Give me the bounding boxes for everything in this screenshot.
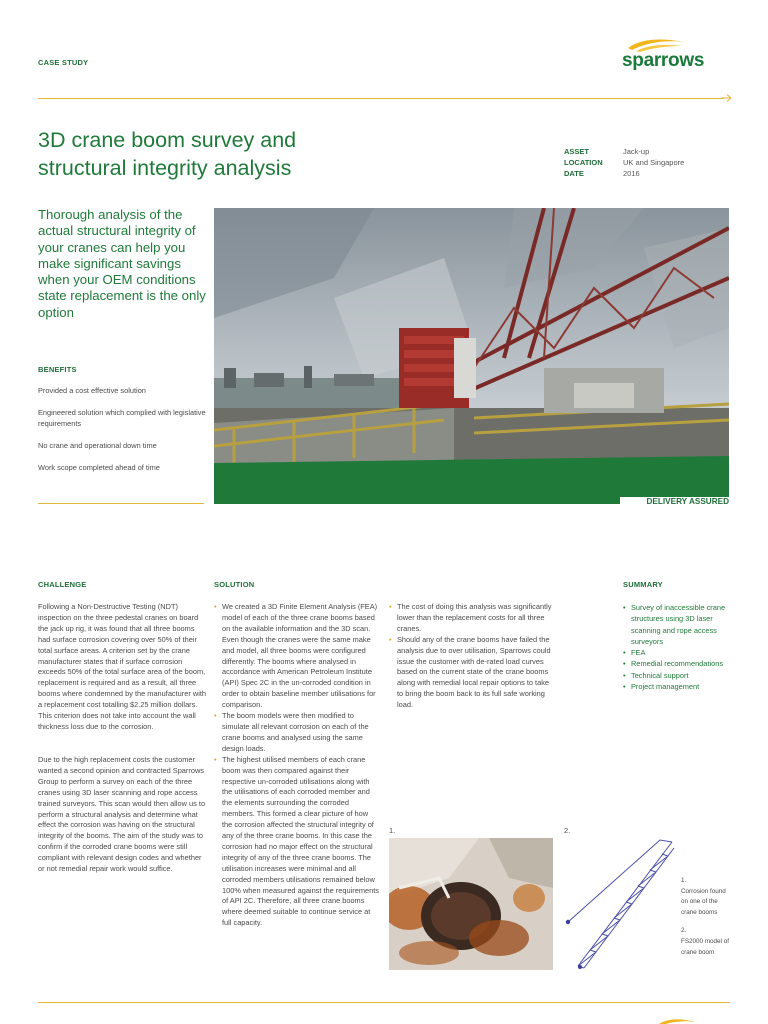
challenge-heading: CHALLENGE [38, 580, 87, 589]
meta-key-asset: ASSET [564, 147, 590, 156]
footer-divider [38, 1002, 730, 1003]
logo-wordmark: sparrows [622, 50, 705, 71]
summary-heading: SUMMARY [623, 580, 663, 589]
crane-illustration [214, 208, 729, 481]
footer-logo-swoosh-icon [656, 1018, 696, 1024]
page-title [38, 126, 296, 182]
arrow-right-icon [722, 94, 732, 102]
figure-2-number: 2. [564, 826, 571, 835]
corrosion-photo [389, 838, 553, 970]
crane-hero-image [214, 208, 729, 481]
fea-model-figure [560, 836, 676, 972]
solution-item: • The cost of doing this analysis was significantly lower than the replacement costs for all three cranes. [389, 602, 555, 635]
summary-list [623, 602, 733, 692]
meta-table [564, 146, 684, 179]
title-line-1: 3D crane boom survey and [38, 128, 297, 152]
header-divider [38, 98, 724, 99]
intro-text: Thorough analysis of the actual structural integrity of your cranes can help you make significant savings when your OEM conditions state replacement is the only option [38, 207, 206, 320]
solution-item: • The boom models were then modified to simulate all relevant corrosion on each of the crane booms and analysed using the same design loads. [214, 711, 380, 755]
benefit-item: Provided a cost effective solution [38, 386, 146, 395]
meta-value-date: 2016 [623, 169, 640, 178]
summary-item: • Project management [623, 681, 733, 692]
solution-heading: SOLUTION [214, 580, 255, 589]
summary-item: • Survey of inaccessible crane structures using 3D laser scanning and rope access surveyors [623, 602, 733, 647]
caption-1: Corrosion found on one of the crane booms [681, 887, 726, 916]
solution-item: • Should any of the crane booms have failed the analysis due to over utilisation, Sparrows could issue the customer with de-rated load curves based on the current state of the crane booms along with remedial local repair options to take to bring the boom back to its full safe working load. [389, 635, 555, 711]
meta-value-asset: Jack-up [623, 147, 650, 156]
meta-value-location: UK and Singapore [623, 158, 685, 167]
summary-item: • Remedial recommendations [623, 658, 733, 669]
benefit-item: No crane and operational down time [38, 441, 157, 450]
meta-key-date: DATE [564, 169, 584, 178]
summary-item: • FEA [623, 647, 733, 658]
benefits-heading: BENEFITS [38, 365, 77, 374]
title-line-2: structural integrity analysis [38, 156, 292, 180]
caption-2: FS2000 model of crane boom [681, 937, 729, 956]
solution-item: • We created a 3D Finite Element Analysis (FEA) model of each of the three crane booms based on the available information and the 3D scan. Even though the cranes were the same make and model, all three booms were configured differently. The booms where analysed in accordance with American Petroleum Institute (API) Spec 2C in the un-corroded condition in order to obtain baseline member utilisations for comparison. [214, 602, 380, 711]
caption-1-number: 1. [681, 877, 687, 884]
benefit-item: Engineered solution which complied with legislative requirements [38, 408, 206, 428]
challenge-paragraph-2: Due to the high replacement costs the customer wanted a second opinion and contracted Sparrows Group to perform a survey on each of the three cranes using 3D laser scanning and rope access trained surveyors. This scan would then allow us to perform a structural analysis and determine what effect the corrosion was having on the structural integrity of the booms. The aim of the study was to confirm if the corroded crane booms were still compliant with relevant design codes and whether or not remedial repair work would suffice. [38, 755, 206, 874]
solution-list [214, 602, 380, 929]
meta-key-location: LOCATION [564, 158, 603, 167]
figure-captions [681, 876, 731, 958]
delivery-assured-label: DELIVERY ASSURED [620, 497, 729, 507]
summary-item: • Technical support [623, 670, 733, 681]
solution-item: • The highest utilised members of each crane boom was then compared against their respective un-corroded utilisations along with the utilisations of each corroded member and the elements surrounding the corroded members. This formed a clear picture of how the corrosion affected the structural integrity of any of the three crane booms. In this case the corrosion had no major effect on the structural integrity of any of the three crane booms. The utilisation increases were minimal and all corroded members utilisations remained below 100% when measured against the requirements of API 2C. Therefore, all three crane booms where deemed suitable to continue service at full capacity. [214, 755, 380, 930]
caption-2-number: 2. [681, 927, 687, 935]
sparrows-logo [620, 36, 732, 72]
benefits-divider [38, 503, 204, 504]
challenge-paragraph-1: Following a Non-Destructive Testing (NDT) inspection on the three pedestal cranes on board the jack up rig, it was found that all three booms had surface corrosion covering over 50% of their total surface areas. A criterion set by the crane manufacturer states that if surface corrosion exceeds 50% of the total surface area of the boom, replacement is required and as a result, all three booms where condemned by the manufacturer with a replacement cost totalling $2.25 million dollars. This criterion does not take into account the wall thickness loss due to the corrosion. [38, 602, 207, 731]
benefit-item: Work scope completed ahead of time [38, 463, 160, 472]
case-study-label: CASE STUDY [38, 58, 89, 67]
figure-1-number: 1. [389, 826, 396, 835]
solution-list-continued [389, 602, 555, 711]
